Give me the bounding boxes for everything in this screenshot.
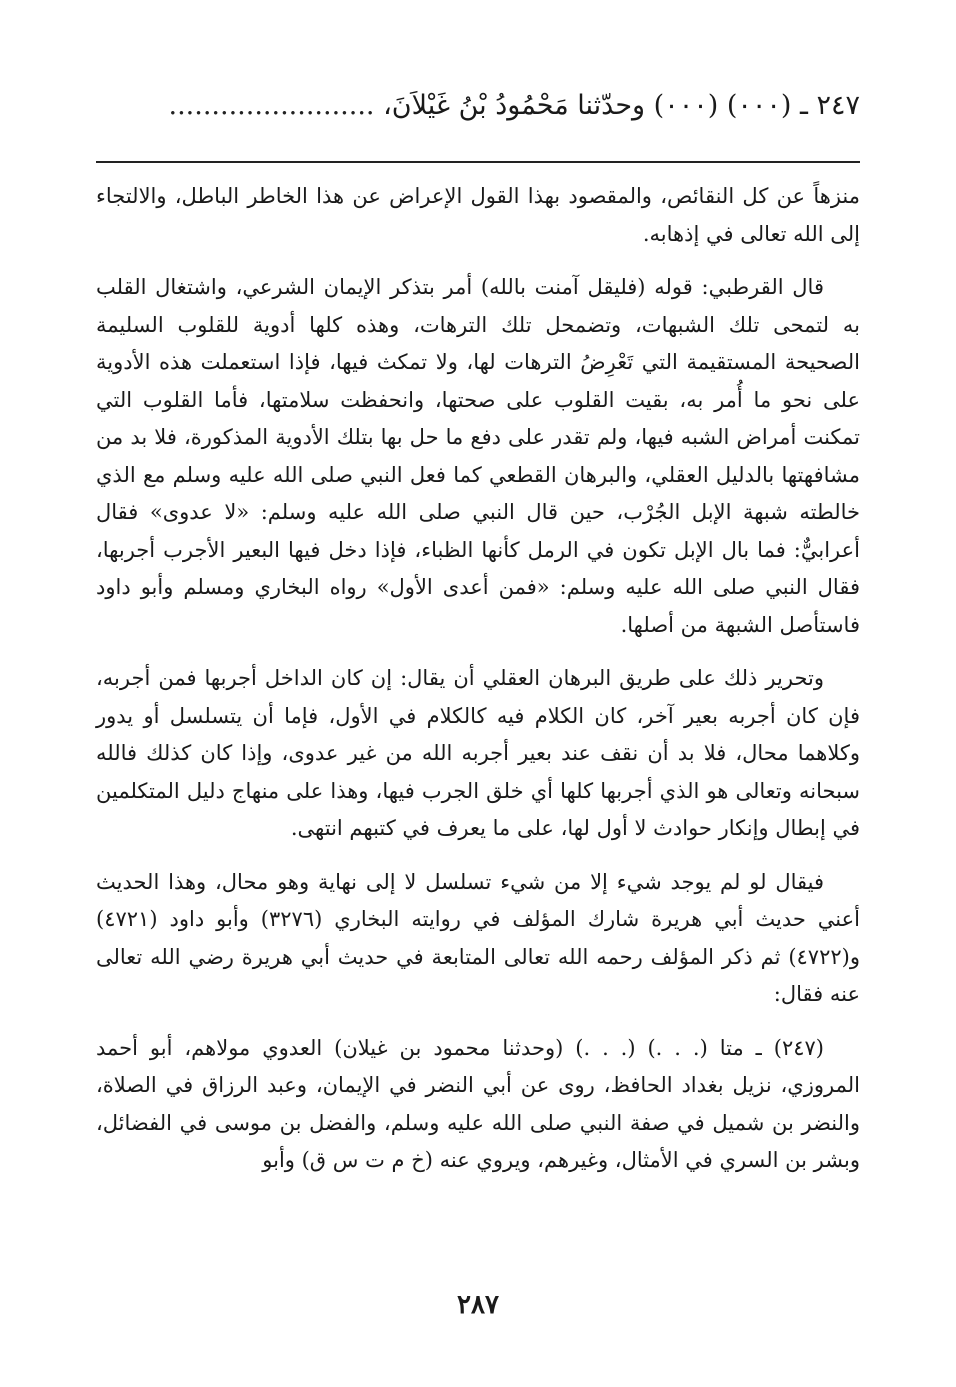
paragraph: فيقال لو لم يوجد شيء إلا من شيء تسلسل لا إلى نهاية وهو محال، وهذا الحديث أعني حديث أبي هريرة شارك المؤلف في روايته البخاري (٣٢٧٦) وأبو داود (٤٧٢١) و(٤٧٢٢) ثم ذكر المؤلف رحمه الله تعالى المتابعة في حديث أبي هريرة رضي الله تعالى عنه فقال: [96,869,860,1006]
header-divider [96,161,860,163]
running-header [96,82,860,130]
paragraph: قال القرطبي: قوله (فليقل آمنت بالله) أمر بتذكر الإيمان الشرعي، واشتغال القلب به لتمحى تلك الشبهات، وتضمحل تلك الترهات، وهذه كلها أدوية للقلوب السليمة الصحيحة المستقيمة التي تَعْرِضُ الترهات لها، ولا تمكث فيها، فإذا استعملت هذه الأدوية على نحو ما أُمر به، بقيت القلوب على صحتها، وانحفظت سلامتها، فأما القلوب التي تمكنت أمراض الشبه فيها، ولم تقدر على دفع ما حل بها بتلك الأدوية المذكورة، فلا بد من مشافهتها بالدليل العقلي، والبرهان القطعي كما فعل النبي صلى الله عليه وسلم مع الذي خالطته شبهة الإبل الجُرْب، حين قال النبي صلى الله عليه وسلم: «لا عدوى» فقال أعرابيٌّ: فما بال الإبل تكون في الرمل كأنها الظباء، فإذا دخل فيها البعير الأجرب أجربها، فقال النبي صلى الله عليه وسلم: «فمن أعدى الأول» رواه البخاري ومسلم وأبو داود فاستأصل الشبهة من أصلها. [96,275,860,637]
page-number: ٢٨٧ [457,1290,499,1320]
header-dots: ........................ [168,90,375,121]
paragraph: وتحرير ذلك على طريق البرهان العقلي أن يقال: إن كان الداخل أجربها فمن أجربه، فإن كان أجربه بعير آخر، كان الكلام فيه كالكلام في الأول، فإما أن يتسلسل أو يدور وكلاهما محال، فلا بد أن نقف عند بعير أجربه الله من غير عدوى، وإذا كان كذلك فالله سبحانه وتعالى هو الذي أجربها كلها أي خلق الجرب فيها، وهذا على منهاج دليل المتكلمين في إبطال وإنكار حوادث لا أول لها، على ما يعرف في كتبهم انتهى. [96,666,860,840]
paragraph: (٢٤٧) ـ متا (. . .) (. . .) (وحدثنا محمود بن غيلان) العدوي مولاهم، أبو أحمد المروزي، نزيل بغداد الحافظ، روى عن أبي النضر في الإيمان، وعبد الرزاق في الصلاة، والنضر بن شميل في صفة النبي صلى الله عليه وسلم، والفضل بن موسى في الفضائل، وبشر بن السري في الأمثال، وغيرهم، ويروي عنه (خ م ت س ق) وأبو [96,1035,860,1172]
main-text [96,178,860,1196]
paragraph: منزهاً عن كل النقائص، والمقصود بهذا القول الإعراض عن هذا الخاطر الباطل، والالتجاء إلى الله تعالى في إذهابه. [96,184,860,246]
header-title: ٢٤٧ ـ (٠٠٠) (٠٠٠) وحدّثنا مَحْمُودُ بْنُ غَيْلاَنَ، [374,90,860,121]
